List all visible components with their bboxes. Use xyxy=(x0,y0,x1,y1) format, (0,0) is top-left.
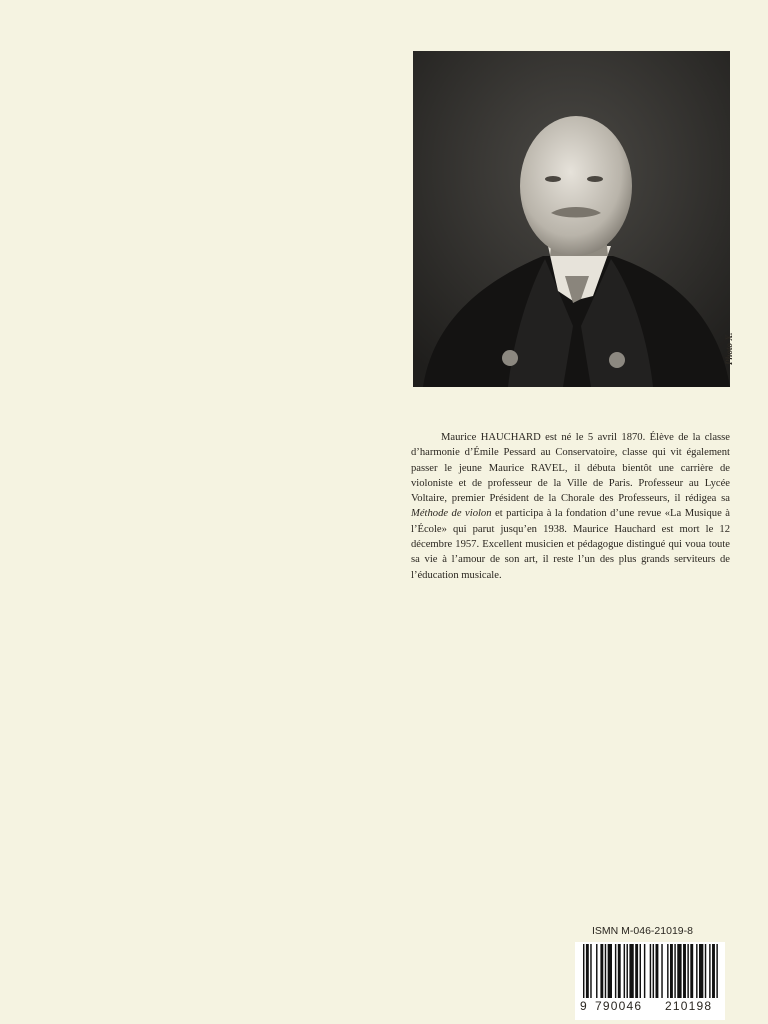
barcode-bar xyxy=(696,944,697,998)
photo-credit: Photo X. xyxy=(724,332,734,365)
barcode-bar xyxy=(618,944,621,998)
barcode-bar xyxy=(674,944,675,998)
barcode-bars xyxy=(575,942,725,1000)
barcode-left-digits: 790046 xyxy=(595,999,643,1013)
barcode-bar xyxy=(661,944,662,998)
barcode-bar xyxy=(705,944,706,998)
barcode-bar xyxy=(667,944,668,998)
barcode-bar xyxy=(590,944,591,998)
portrait-photo xyxy=(413,51,730,387)
barcode-bar xyxy=(608,944,612,998)
barcode-bar xyxy=(677,944,681,998)
barcode-bar xyxy=(629,944,633,998)
barcode-bar xyxy=(627,944,628,998)
portrait-image xyxy=(413,51,730,387)
biography-text-part1: Maurice HAUCHARD est né le 5 avril 1870. Élève de la classe d’harmonie d’Émile Pessard au Conservatoire, classe qui vit également passer le jeune Maurice RAVEL, il débuta bientôt une carrière de violoniste et de professeur de la Ville de Paris. Professeur au Lycée Voltaire, premier Président de la Chorale des Professeurs, il rédigea sa xyxy=(411,432,730,505)
barcode-bar xyxy=(653,944,654,998)
barcode-bar xyxy=(670,944,673,998)
barcode-bar xyxy=(615,944,616,998)
barcode-bar xyxy=(600,944,603,998)
barcode-bar xyxy=(709,944,710,998)
barcode-bar xyxy=(586,944,589,998)
barcode-bar xyxy=(624,944,625,998)
barcode-bar xyxy=(644,944,645,998)
barcode-bar xyxy=(583,944,584,998)
barcode-bar xyxy=(635,944,638,998)
biography-text-part2: et participa à la fondation d’une revue «La Musique à l’École» qui parut jusqu’en 1938. Maurice Hauchard est mort le 12 décembre 1957. Excellent musicien et pédagogue distingué qui voua toute sa vie à l’amour de son art, il reste l’un des plus grands serviteurs de l’éducation musicale. xyxy=(411,508,730,581)
barcode-bar xyxy=(640,944,641,998)
biography-paragraph xyxy=(411,430,730,583)
barcode-bar xyxy=(596,944,597,998)
barcode-bar xyxy=(716,944,717,998)
barcode-bar xyxy=(690,944,693,998)
barcode-lead-digit: 9 xyxy=(580,999,587,1013)
method-title: Méthode de violon xyxy=(411,508,492,520)
barcode-bar xyxy=(656,944,659,998)
barcode-bar xyxy=(605,944,606,998)
barcode-right-digits: 210198 xyxy=(665,999,713,1013)
barcode-bar xyxy=(687,944,688,998)
barcode-bar xyxy=(650,944,651,998)
barcode-bar xyxy=(712,944,715,998)
ismn-number: ISMN M-046-21019-8 xyxy=(592,925,693,937)
barcode-bar xyxy=(699,944,703,998)
barcode-bar xyxy=(683,944,686,998)
